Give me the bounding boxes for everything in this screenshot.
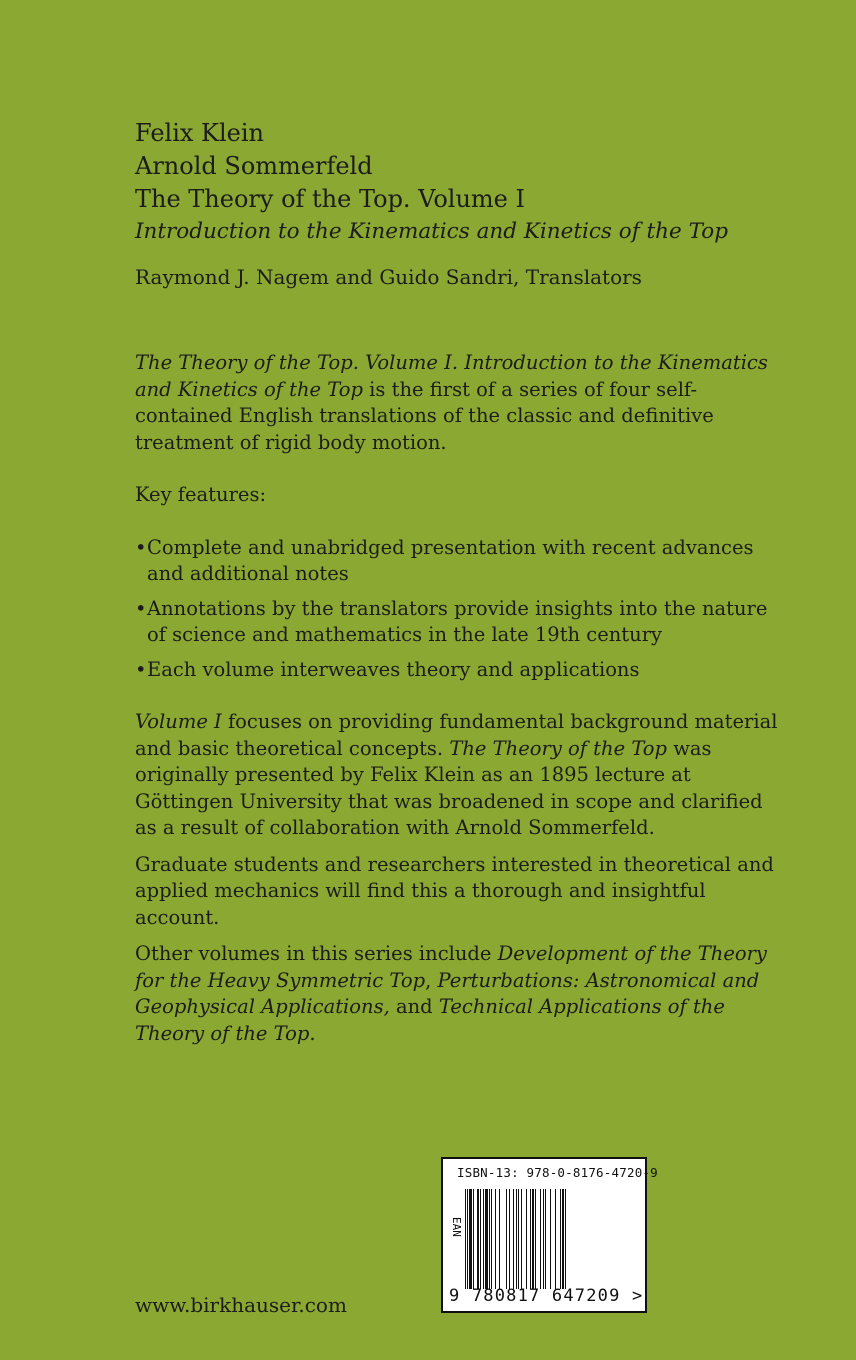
isbn-label: ISBN-13: 978-0-8176-4720-9 bbox=[457, 1165, 658, 1180]
barcode-bar bbox=[543, 1189, 544, 1289]
barcode-bar bbox=[509, 1189, 510, 1289]
other-title-3: Technical Applications of the Theory of the Top bbox=[135, 995, 725, 1045]
barcode-bar bbox=[526, 1189, 527, 1289]
barcode-bar bbox=[516, 1189, 517, 1289]
author-felix-klein: Felix Klein bbox=[135, 119, 264, 147]
volume-paragraph bbox=[135, 709, 790, 842]
key-features-label: Key features: bbox=[135, 483, 267, 506]
volume-text-2: was originally presented by Felix Klein as an 1895 lecture at Göttingen University that was broadened in scope and clarified as a result of collaboration with Arnold Sommerfeld. bbox=[135, 736, 763, 839]
barcode-bar bbox=[467, 1189, 468, 1289]
barcode-bar bbox=[555, 1189, 556, 1289]
volume-em: Volume I bbox=[135, 710, 222, 733]
barcode-bar bbox=[565, 1189, 566, 1289]
translators-line: Raymond J. Nagem and Guido Sandri, Translators bbox=[135, 265, 642, 289]
intro-paragraph bbox=[135, 350, 790, 456]
book-subtitle: Introduction to the Kinematics and Kinetics of the Top bbox=[135, 219, 728, 244]
publisher-website: www.birkhauser.com bbox=[135, 1293, 347, 1317]
barcode-bar bbox=[491, 1189, 492, 1289]
barcode-bar bbox=[545, 1189, 546, 1289]
author-arnold-sommerfeld: Arnold Sommerfeld bbox=[135, 152, 373, 180]
barcode-bar bbox=[480, 1189, 481, 1289]
intro-title-italic: The Theory of the Top. Volume I. Introduction to the Kinematics and Kinetics of the Top bbox=[135, 351, 768, 401]
other-title-2: Perturbations: Astronomical and Geophysical Applications, bbox=[135, 968, 760, 1018]
barcode-bar bbox=[540, 1189, 541, 1289]
theory-em: The Theory of the Top bbox=[449, 736, 668, 760]
barcode-bar bbox=[530, 1189, 531, 1289]
barcode-bar bbox=[465, 1189, 466, 1289]
barcode-bar bbox=[499, 1189, 500, 1289]
barcode-bar bbox=[473, 1189, 474, 1289]
barcode-bar bbox=[495, 1189, 496, 1289]
intro-text: is the first of a series of four self-contained English translations of the classic and definitive treatment of rigid body motion. bbox=[135, 377, 714, 454]
other-prefix: Other volumes in this series include bbox=[135, 942, 498, 965]
other-sep-1: , bbox=[425, 968, 438, 992]
other-title-1: Development of the Theory for the Heavy Symmetric Top bbox=[135, 942, 767, 992]
barcode-bar bbox=[560, 1189, 561, 1289]
header-block bbox=[135, 117, 815, 292]
feature-item: • Complete and unabridged presentation with recent advances and additional notes bbox=[135, 535, 790, 588]
features-list bbox=[135, 535, 790, 684]
ean-label: EAN bbox=[450, 1217, 463, 1237]
barcode-bar bbox=[477, 1189, 479, 1289]
barcode-bar bbox=[489, 1189, 490, 1289]
barcode-digits: 9 780817 647209 > bbox=[449, 1286, 644, 1306]
description-block bbox=[135, 350, 790, 1047]
barcode-bar bbox=[562, 1189, 564, 1289]
barcode-bar bbox=[483, 1189, 484, 1289]
other-end: . bbox=[309, 1021, 316, 1045]
feature-item: • Annotations by the translators provide insights into the nature of science and mathematics in the late 19th century bbox=[135, 596, 790, 649]
other-volumes-paragraph bbox=[135, 941, 790, 1047]
barcode-bar bbox=[513, 1189, 514, 1289]
graduate-paragraph: Graduate students and researchers interested in theoretical and applied mechanics will find this a thorough and insightful account. bbox=[135, 852, 774, 929]
barcode-bar bbox=[485, 1189, 488, 1289]
feature-item: • Each volume interweaves theory and applications bbox=[135, 657, 790, 684]
barcode-bar bbox=[550, 1189, 551, 1289]
barcode-bar bbox=[506, 1189, 507, 1289]
barcode-bar bbox=[521, 1189, 522, 1289]
barcode-box bbox=[441, 1157, 658, 1313]
book-title: The Theory of the Top. Volume I bbox=[135, 185, 525, 213]
barcode-bars bbox=[465, 1189, 631, 1289]
barcode-bar bbox=[469, 1189, 471, 1289]
barcode-bar bbox=[535, 1189, 536, 1289]
barcode-bar bbox=[518, 1189, 519, 1289]
volume-text-1: focuses on providing fundamental background material and basic theoretical concepts. bbox=[135, 710, 778, 760]
other-sep-2: and bbox=[389, 995, 439, 1018]
barcode-bar bbox=[532, 1189, 534, 1289]
